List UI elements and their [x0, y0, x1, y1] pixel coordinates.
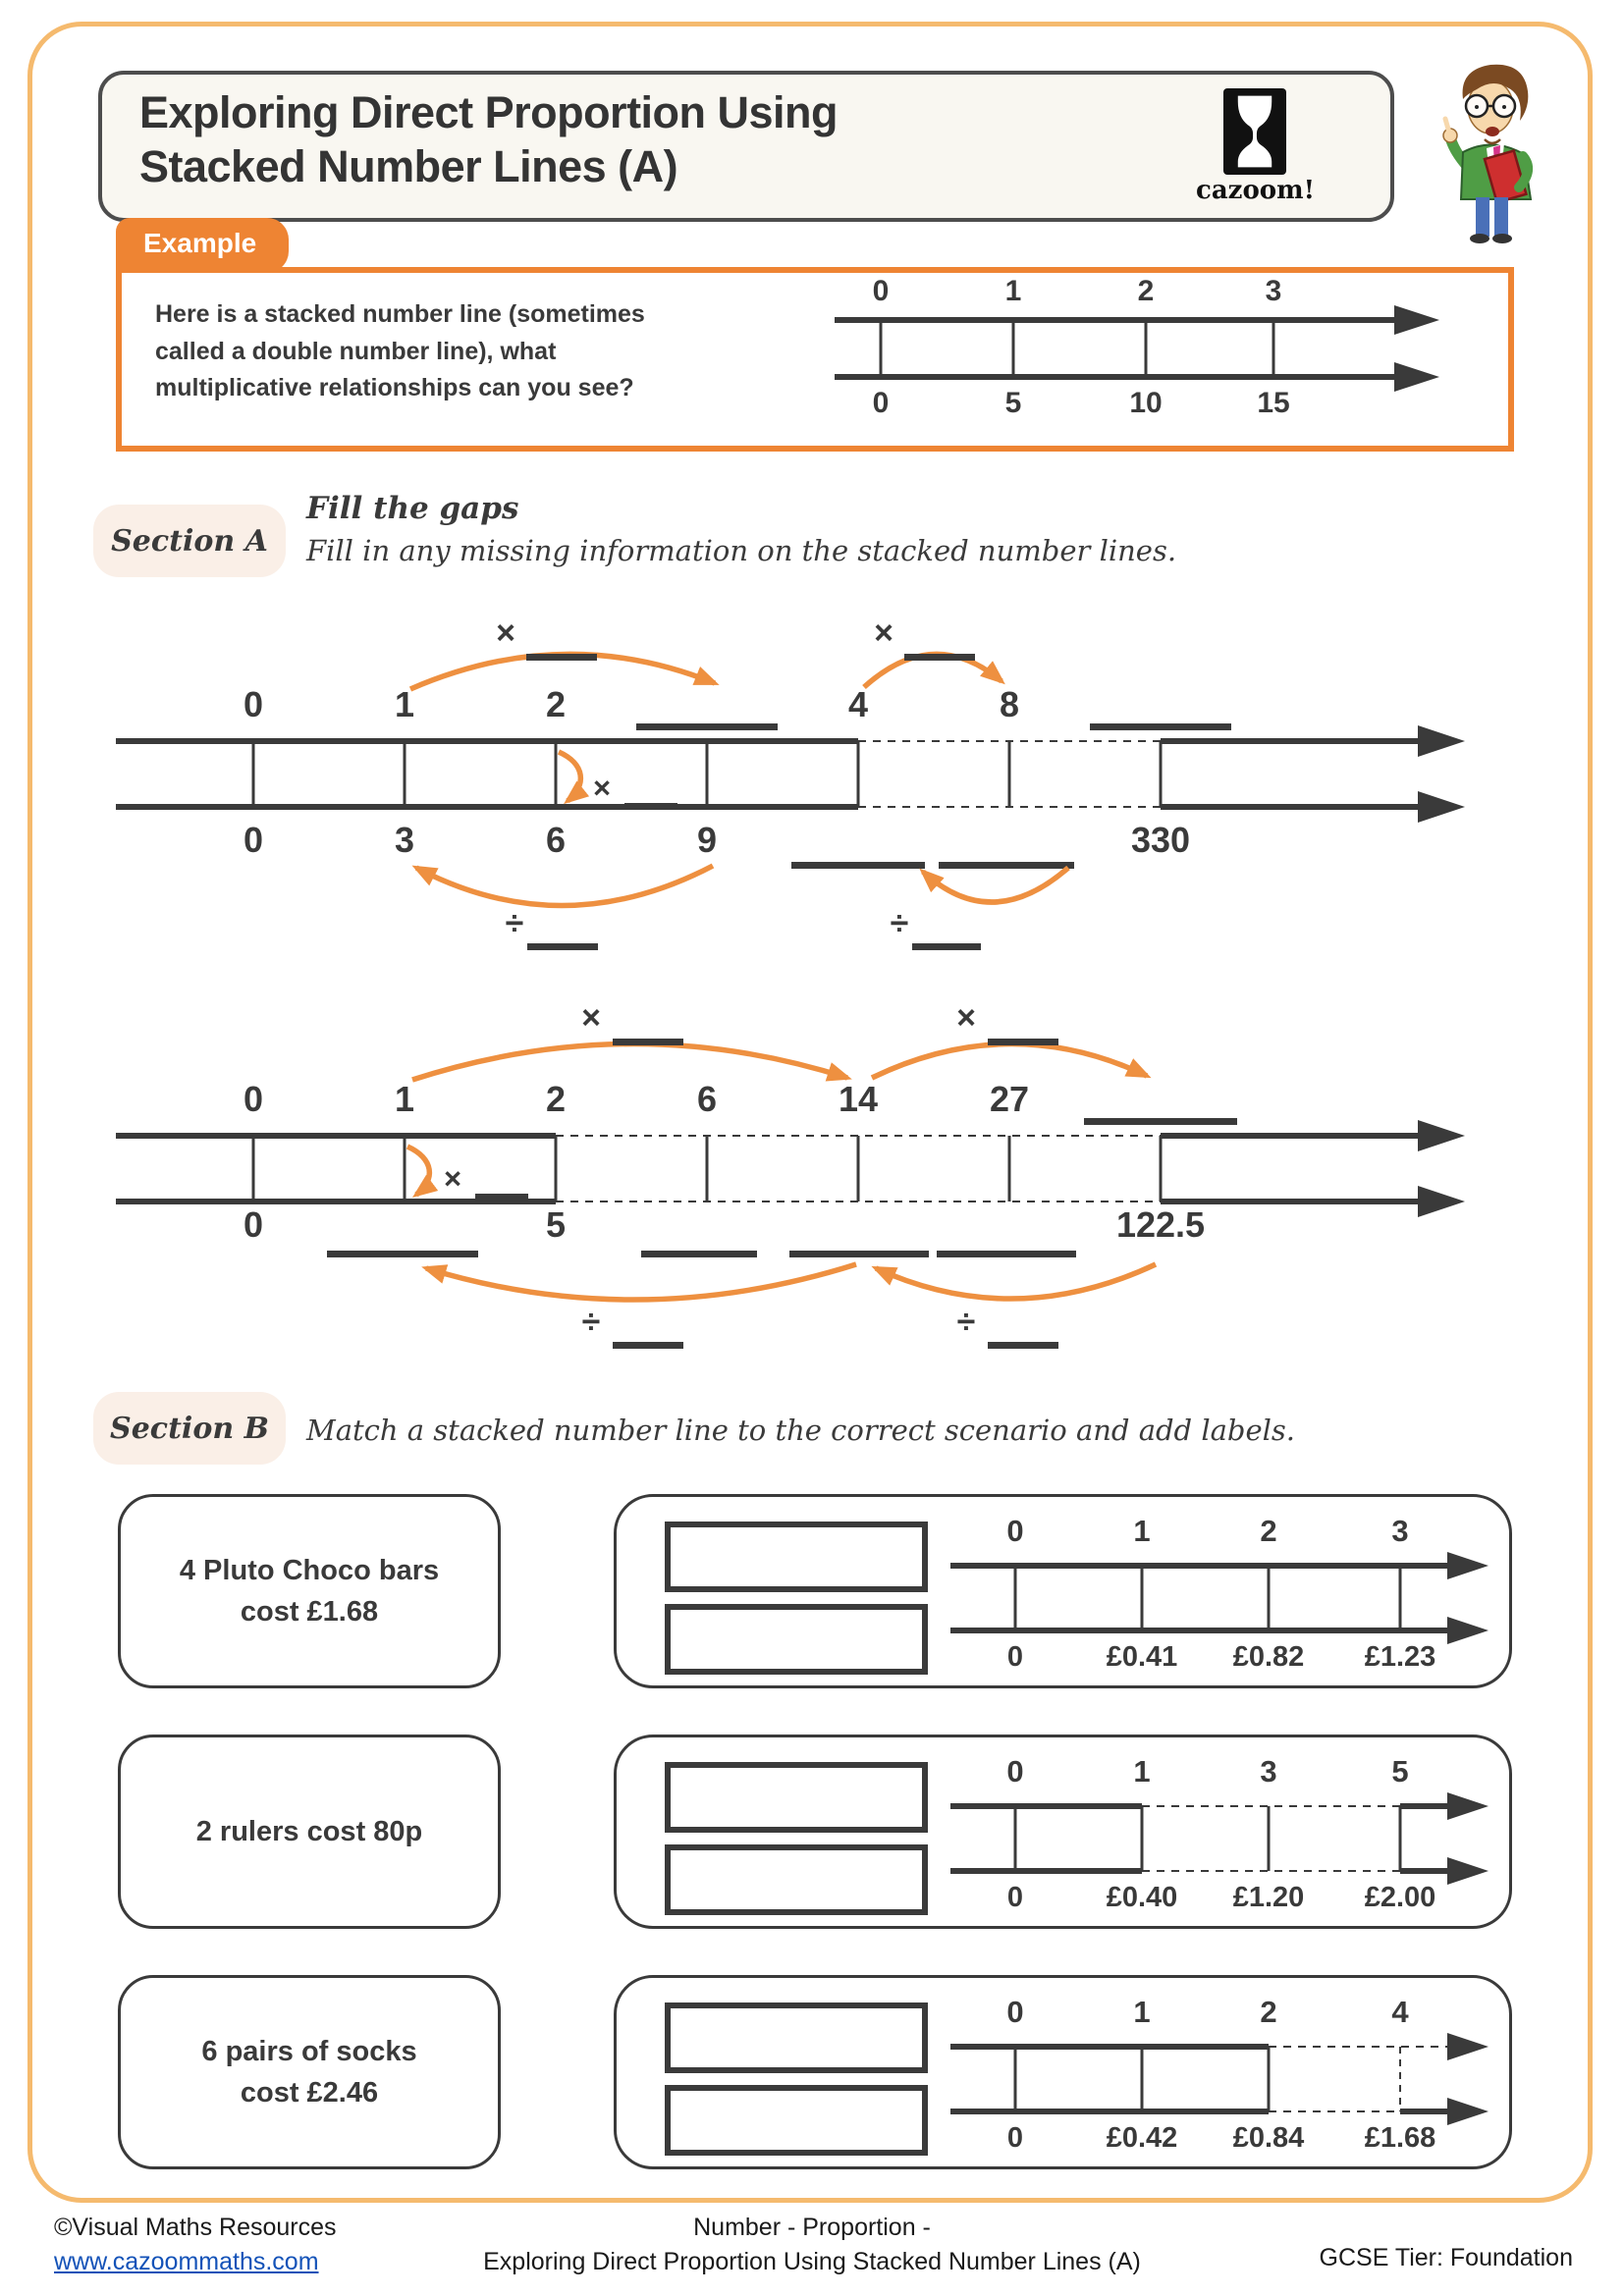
times-sign: ×	[592, 771, 612, 805]
cazoom-goblet-icon	[1223, 88, 1286, 175]
example-bottom-label: 15	[1257, 387, 1290, 419]
section-a-label-text: Section A	[111, 523, 268, 559]
times-sign: ×	[443, 1161, 462, 1196]
example-box	[116, 267, 1514, 452]
stacked-number-line-1	[98, 609, 1522, 1001]
answer-blank-bottom	[937, 1251, 1076, 1257]
example-text-line2: called a double number line), what	[155, 337, 557, 365]
row2-bottom-label: £1.20	[1232, 1882, 1305, 1913]
section-a-instruction: Fill in any missing information on the stacked number lines.	[306, 534, 1177, 567]
scenario-text-line: cost £1.68	[240, 1596, 379, 1628]
row3-bottom-label: 0	[1006, 2122, 1024, 2154]
answer-blank-factor	[988, 1039, 1058, 1045]
d1-top-label: 1	[394, 684, 415, 724]
footer-copyright: ©Visual Maths Resources	[54, 2214, 337, 2241]
multiply-down-arrow	[407, 1147, 429, 1195]
scenario-card-socks	[118, 1975, 501, 2169]
row2-bottom-label: £0.40	[1106, 1882, 1178, 1913]
d2-top-label: 14	[838, 1079, 879, 1119]
divide-sign: ÷	[505, 905, 524, 942]
example-top-label: 2	[1137, 275, 1155, 307]
answer-blank-bottom	[641, 1251, 757, 1257]
cazoom-logo	[1196, 88, 1314, 205]
divide-sign: ÷	[890, 905, 909, 942]
example-top-label: 1	[1004, 275, 1022, 307]
teacher-cartoon-illustration	[1406, 49, 1583, 247]
scenario-text-line: 4 Pluto Choco bars	[179, 1554, 440, 1586]
row3-top-label: 1	[1133, 1995, 1151, 2029]
answer-blank-factor	[526, 654, 597, 661]
row2-top-label: 3	[1260, 1754, 1277, 1789]
row1-bottom-label: £1.23	[1364, 1641, 1436, 1673]
row2-bottom-label: 0	[1006, 1882, 1024, 1913]
row3-top-label: 4	[1391, 1995, 1409, 2029]
row3-top-label: 2	[1260, 1995, 1277, 2029]
number-line-card-1	[614, 1494, 1512, 1688]
section-a-heading: Fill the gaps	[306, 491, 519, 526]
row1-top-label: 1	[1133, 1514, 1151, 1548]
d1-top-label: 8	[999, 684, 1020, 724]
divide-arc	[923, 868, 1068, 902]
scenario-text-line: 6 pairs of socks	[201, 2035, 417, 2067]
divide-arc	[416, 866, 713, 906]
answer-blank-top	[636, 723, 778, 730]
row2-top-label: 1	[1133, 1754, 1151, 1789]
number-line-card-2	[614, 1735, 1512, 1929]
row3-bottom-label: £0.42	[1106, 2122, 1178, 2154]
match-number-line-3	[617, 1978, 1509, 2166]
number-line-card-3	[614, 1975, 1512, 2169]
section-b-instruction: Match a stacked number line to the correct scenario and add labels.	[306, 1414, 1295, 1447]
label-box-empty	[668, 1524, 925, 1589]
d2-top-label: 2	[545, 1079, 567, 1119]
row3-bottom-label: £1.68	[1364, 2122, 1436, 2154]
footer-topic-line2: Exploring Direct Proportion Using Stacked Number Lines (A)	[483, 2247, 1141, 2275]
example-tab-label: Example	[143, 228, 257, 258]
scenario-card-rulers	[118, 1735, 501, 1929]
d1-bottom-label: 6	[545, 820, 567, 860]
d1-top-label: 4	[847, 684, 869, 724]
answer-blank-factor	[527, 943, 598, 950]
match-number-line-2	[617, 1737, 1509, 1926]
cazoom-logo-text: cazoom!	[1196, 176, 1316, 205]
d1-bottom-label: 9	[696, 820, 718, 860]
scenario-text-line: 2 rulers cost 80p	[195, 1815, 423, 1847]
example-question-text	[155, 296, 645, 407]
d2-top-label: 1	[394, 1079, 415, 1119]
answer-blank-factor	[912, 943, 981, 950]
footer-website-link[interactable]: www.cazoommaths.com	[54, 2247, 319, 2275]
answer-blank-bottom	[327, 1251, 478, 1257]
d2-bottom-label: 122.5	[1115, 1204, 1206, 1245]
answer-blank-top	[1090, 723, 1231, 730]
example-tab	[116, 218, 289, 273]
answer-blank-bottom	[939, 862, 1074, 869]
divide-sign: ÷	[956, 1304, 976, 1341]
scenario-text-line: cost £2.46	[240, 2077, 379, 2109]
d2-bottom-label: 0	[243, 1204, 264, 1245]
answer-blank-factor	[988, 1342, 1058, 1349]
page-title-line1: Exploring Direct Proportion Using	[139, 87, 839, 137]
match-number-line-1	[617, 1497, 1509, 1685]
answer-blank-factor	[613, 1342, 683, 1349]
answer-blank-factor	[904, 654, 975, 661]
answer-blank-factor	[475, 1194, 528, 1200]
section-b-label	[93, 1392, 286, 1465]
divide-arc	[876, 1264, 1156, 1299]
example-number-line	[805, 273, 1502, 446]
d1-bottom-label: 0	[243, 820, 264, 860]
example-bottom-label: 10	[1129, 387, 1163, 419]
page-title	[139, 86, 838, 194]
section-a-label	[93, 505, 286, 577]
footer-topic-line1: Number - Proportion -	[693, 2214, 931, 2241]
example-top-label: 0	[872, 275, 890, 307]
row1-bottom-label: £0.82	[1232, 1641, 1305, 1673]
label-box-empty	[668, 2005, 925, 2070]
footer-tier: GCSE Tier: Foundation	[1319, 2244, 1573, 2271]
section-b-label-text: Section B	[110, 1411, 269, 1446]
multiply-arc	[412, 1043, 847, 1080]
d2-top-label: 6	[696, 1079, 718, 1119]
stacked-number-line-2	[98, 991, 1522, 1414]
label-box-empty	[668, 1847, 925, 1912]
row1-top-label: 2	[1260, 1514, 1277, 1548]
row1-top-label: 3	[1391, 1514, 1409, 1548]
times-sign: ×	[956, 999, 976, 1037]
d2-top-label: 27	[989, 1079, 1030, 1119]
multiply-arc	[872, 1043, 1147, 1078]
times-sign: ×	[581, 999, 601, 1037]
d2-bottom-label: 5	[545, 1204, 567, 1245]
answer-blank-bottom	[791, 862, 925, 869]
title-box	[98, 71, 1394, 222]
d2-top-label: 0	[243, 1079, 264, 1119]
row3-top-label: 0	[1006, 1995, 1024, 2029]
multiply-down-arrow	[559, 752, 580, 801]
row2-top-label: 0	[1006, 1754, 1024, 1789]
d1-top-label: 2	[545, 684, 567, 724]
row2-top-label: 5	[1391, 1754, 1409, 1789]
times-sign: ×	[496, 614, 515, 652]
scenario-card-pluto-bars	[118, 1494, 501, 1688]
divide-arc	[426, 1264, 856, 1300]
d1-bottom-label: 330	[1130, 820, 1191, 860]
example-top-label: 3	[1265, 275, 1282, 307]
row1-top-label: 0	[1006, 1514, 1024, 1548]
label-box-empty	[668, 1765, 925, 1830]
example-bottom-label: 5	[1004, 387, 1022, 419]
d1-top-label: 0	[243, 684, 264, 724]
example-text-line1: Here is a stacked number line (sometimes	[155, 300, 645, 328]
label-box-empty	[668, 1607, 925, 1672]
label-box-empty	[668, 2088, 925, 2153]
example-text-line3: multiplicative relationships can you see?	[155, 374, 634, 401]
divide-sign: ÷	[581, 1304, 601, 1341]
d1-bottom-label: 3	[394, 820, 415, 860]
answer-blank-factor	[624, 803, 677, 809]
row2-bottom-label: £2.00	[1364, 1882, 1436, 1913]
answer-blank-bottom	[789, 1251, 929, 1257]
example-bottom-label: 0	[872, 387, 890, 419]
answer-blank-factor	[613, 1039, 683, 1045]
answer-blank-top	[1084, 1118, 1237, 1125]
row1-bottom-label: 0	[1006, 1641, 1024, 1673]
times-sign: ×	[874, 614, 893, 652]
row1-bottom-label: £0.41	[1106, 1641, 1178, 1673]
page-title-line2: Stacked Number Lines (A)	[139, 140, 678, 191]
row3-bottom-label: £0.84	[1232, 2122, 1305, 2154]
